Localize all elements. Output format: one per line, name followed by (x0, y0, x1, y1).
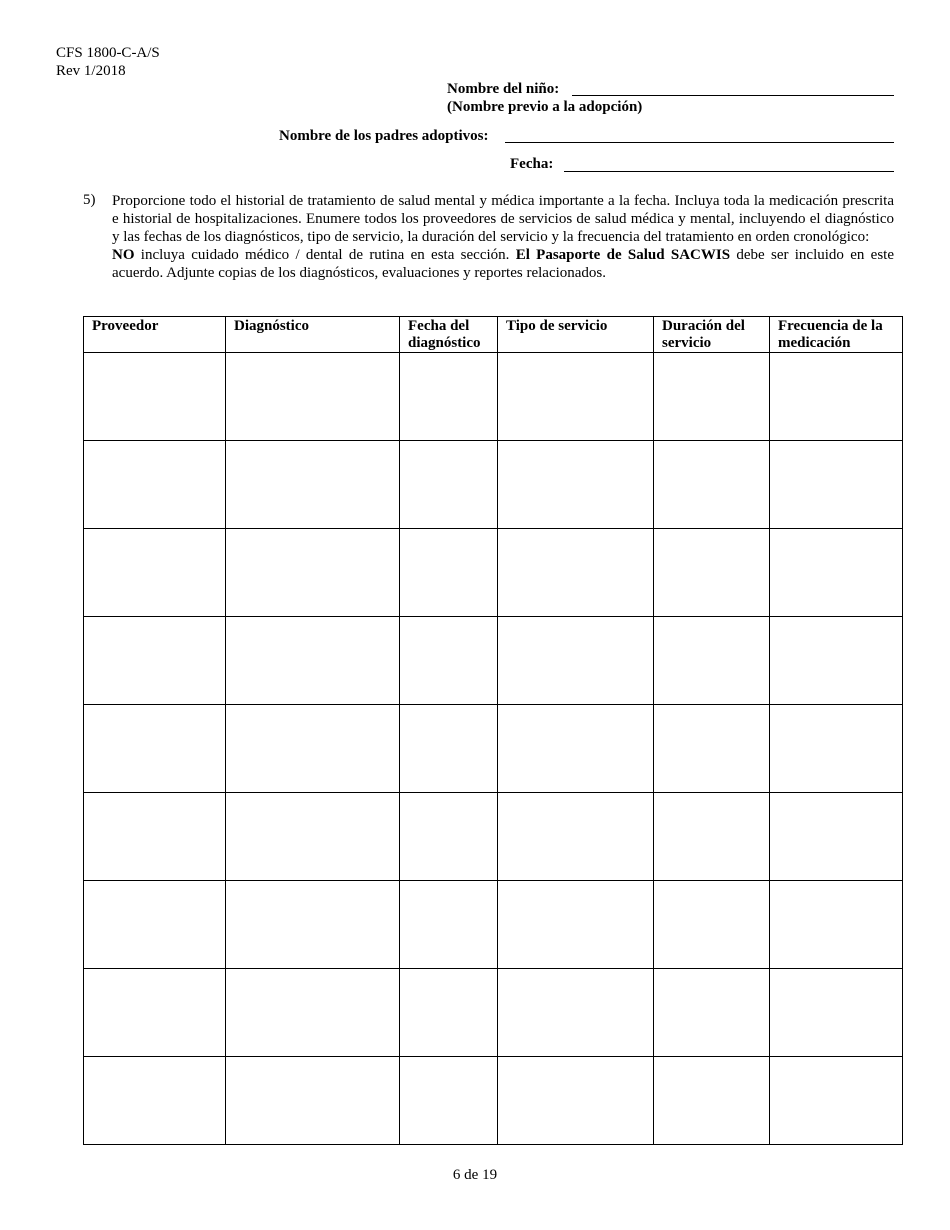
header-diagnosis: Diagnóstico (226, 317, 400, 353)
child-name-label: Nombre del niño: (447, 81, 560, 97)
table-cell[interactable] (770, 1057, 903, 1145)
table-cell[interactable] (84, 793, 226, 881)
table-cell[interactable] (400, 881, 498, 969)
form-revision: Rev 1/2018 (56, 63, 126, 79)
table-cell[interactable] (654, 617, 770, 705)
table-cell[interactable] (226, 529, 400, 617)
table-cell[interactable] (226, 441, 400, 529)
table-cell[interactable] (498, 617, 654, 705)
table-row (84, 617, 903, 705)
table-cell[interactable] (498, 353, 654, 441)
table-cell[interactable] (770, 353, 903, 441)
table-cell[interactable] (84, 617, 226, 705)
table-cell[interactable] (226, 1057, 400, 1145)
table-cell[interactable] (400, 617, 498, 705)
table-cell[interactable] (654, 441, 770, 529)
table-row (84, 793, 903, 881)
form-code: CFS 1800-C-A/S (56, 45, 160, 61)
table-cell[interactable] (770, 617, 903, 705)
table-cell[interactable] (84, 441, 226, 529)
table-cell[interactable] (400, 353, 498, 441)
table-cell[interactable] (654, 793, 770, 881)
table-cell[interactable] (770, 529, 903, 617)
adoptive-parents-label: Nombre de los padres adoptivos: (279, 128, 489, 144)
table-cell[interactable] (226, 793, 400, 881)
table-cell[interactable] (770, 705, 903, 793)
table-cell[interactable] (226, 969, 400, 1057)
table-cell[interactable] (84, 353, 226, 441)
table-cell[interactable] (498, 1057, 654, 1145)
instructions-paragraph-1: Proporcione todo el historial de tratamiento de salud mental y médica importante a la fecha. Incluya toda la medicación prescrita e historial de hospitalizaciones. Enumere todos los proveedores de servicios de salud médica y mental, incluyendo el diagnóstico y las fechas de los diagnósticos, tipo de servicio, la duración del servicio y la frecuencia del tratamiento en orden cronológico: (112, 193, 894, 245)
table-row (84, 705, 903, 793)
table-cell[interactable] (226, 617, 400, 705)
table-cell[interactable] (654, 969, 770, 1057)
table-row (84, 353, 903, 441)
date-field[interactable] (564, 171, 894, 172)
child-name-note: (Nombre previo a la adopción) (447, 99, 643, 115)
table-cell[interactable] (400, 1057, 498, 1145)
table-cell[interactable] (84, 1057, 226, 1145)
table-cell[interactable] (400, 969, 498, 1057)
table-cell[interactable] (400, 793, 498, 881)
treatment-history-table (83, 316, 903, 1145)
table-cell[interactable] (84, 881, 226, 969)
table-cell[interactable] (498, 969, 654, 1057)
table-cell[interactable] (226, 705, 400, 793)
table-cell[interactable] (770, 969, 903, 1057)
form-identifier (56, 44, 160, 80)
table-cell[interactable] (400, 705, 498, 793)
instructions-text-b: debe ser incluido en este acuerdo. Adjunte copias de los diagnósticos, evaluaciones y reportes relacionados. (112, 247, 894, 281)
header-service-duration: Duración del servicio (654, 317, 770, 353)
instructions-paragraph-2 (112, 246, 894, 282)
header-service-type: Tipo de servicio (498, 317, 654, 353)
table-cell[interactable] (400, 441, 498, 529)
table-cell[interactable] (654, 881, 770, 969)
no-emphasis: NO (112, 247, 135, 263)
table-cell[interactable] (498, 793, 654, 881)
table-cell[interactable] (226, 881, 400, 969)
table-cell[interactable] (84, 705, 226, 793)
header-provider: Proveedor (84, 317, 226, 353)
child-name-field[interactable] (572, 95, 894, 96)
date-label: Fecha: (510, 156, 554, 172)
section-number: 5) (83, 192, 96, 208)
table-cell[interactable] (770, 793, 903, 881)
table-row (84, 441, 903, 529)
adoptive-parents-field[interactable] (505, 142, 894, 143)
table-row (84, 969, 903, 1057)
instructions-text-a: incluya cuidado médico / dental de rutina en esta sección. (134, 247, 516, 263)
health-passport-emphasis: El Pasaporte de Salud SACWIS (515, 247, 731, 263)
section-instructions (112, 192, 894, 282)
table-cell[interactable] (498, 529, 654, 617)
table-row (84, 881, 903, 969)
table-cell[interactable] (400, 529, 498, 617)
table-row (84, 1057, 903, 1145)
table-cell[interactable] (770, 441, 903, 529)
page-number: 6 de 19 (452, 1167, 498, 1183)
table-header-row (84, 317, 903, 353)
table-cell[interactable] (84, 529, 226, 617)
table-cell[interactable] (770, 881, 903, 969)
header-diagnosis-date: Fecha del diagnóstico (400, 317, 498, 353)
table-cell[interactable] (654, 529, 770, 617)
table-cell[interactable] (498, 441, 654, 529)
header-medication-frequency: Frecuencia de la medicación (770, 317, 903, 353)
table-cell[interactable] (84, 969, 226, 1057)
table-cell[interactable] (654, 705, 770, 793)
table-cell[interactable] (498, 705, 654, 793)
table-cell[interactable] (498, 881, 654, 969)
table-cell[interactable] (654, 1057, 770, 1145)
table-cell[interactable] (226, 353, 400, 441)
table-cell[interactable] (654, 353, 770, 441)
table-row (84, 529, 903, 617)
